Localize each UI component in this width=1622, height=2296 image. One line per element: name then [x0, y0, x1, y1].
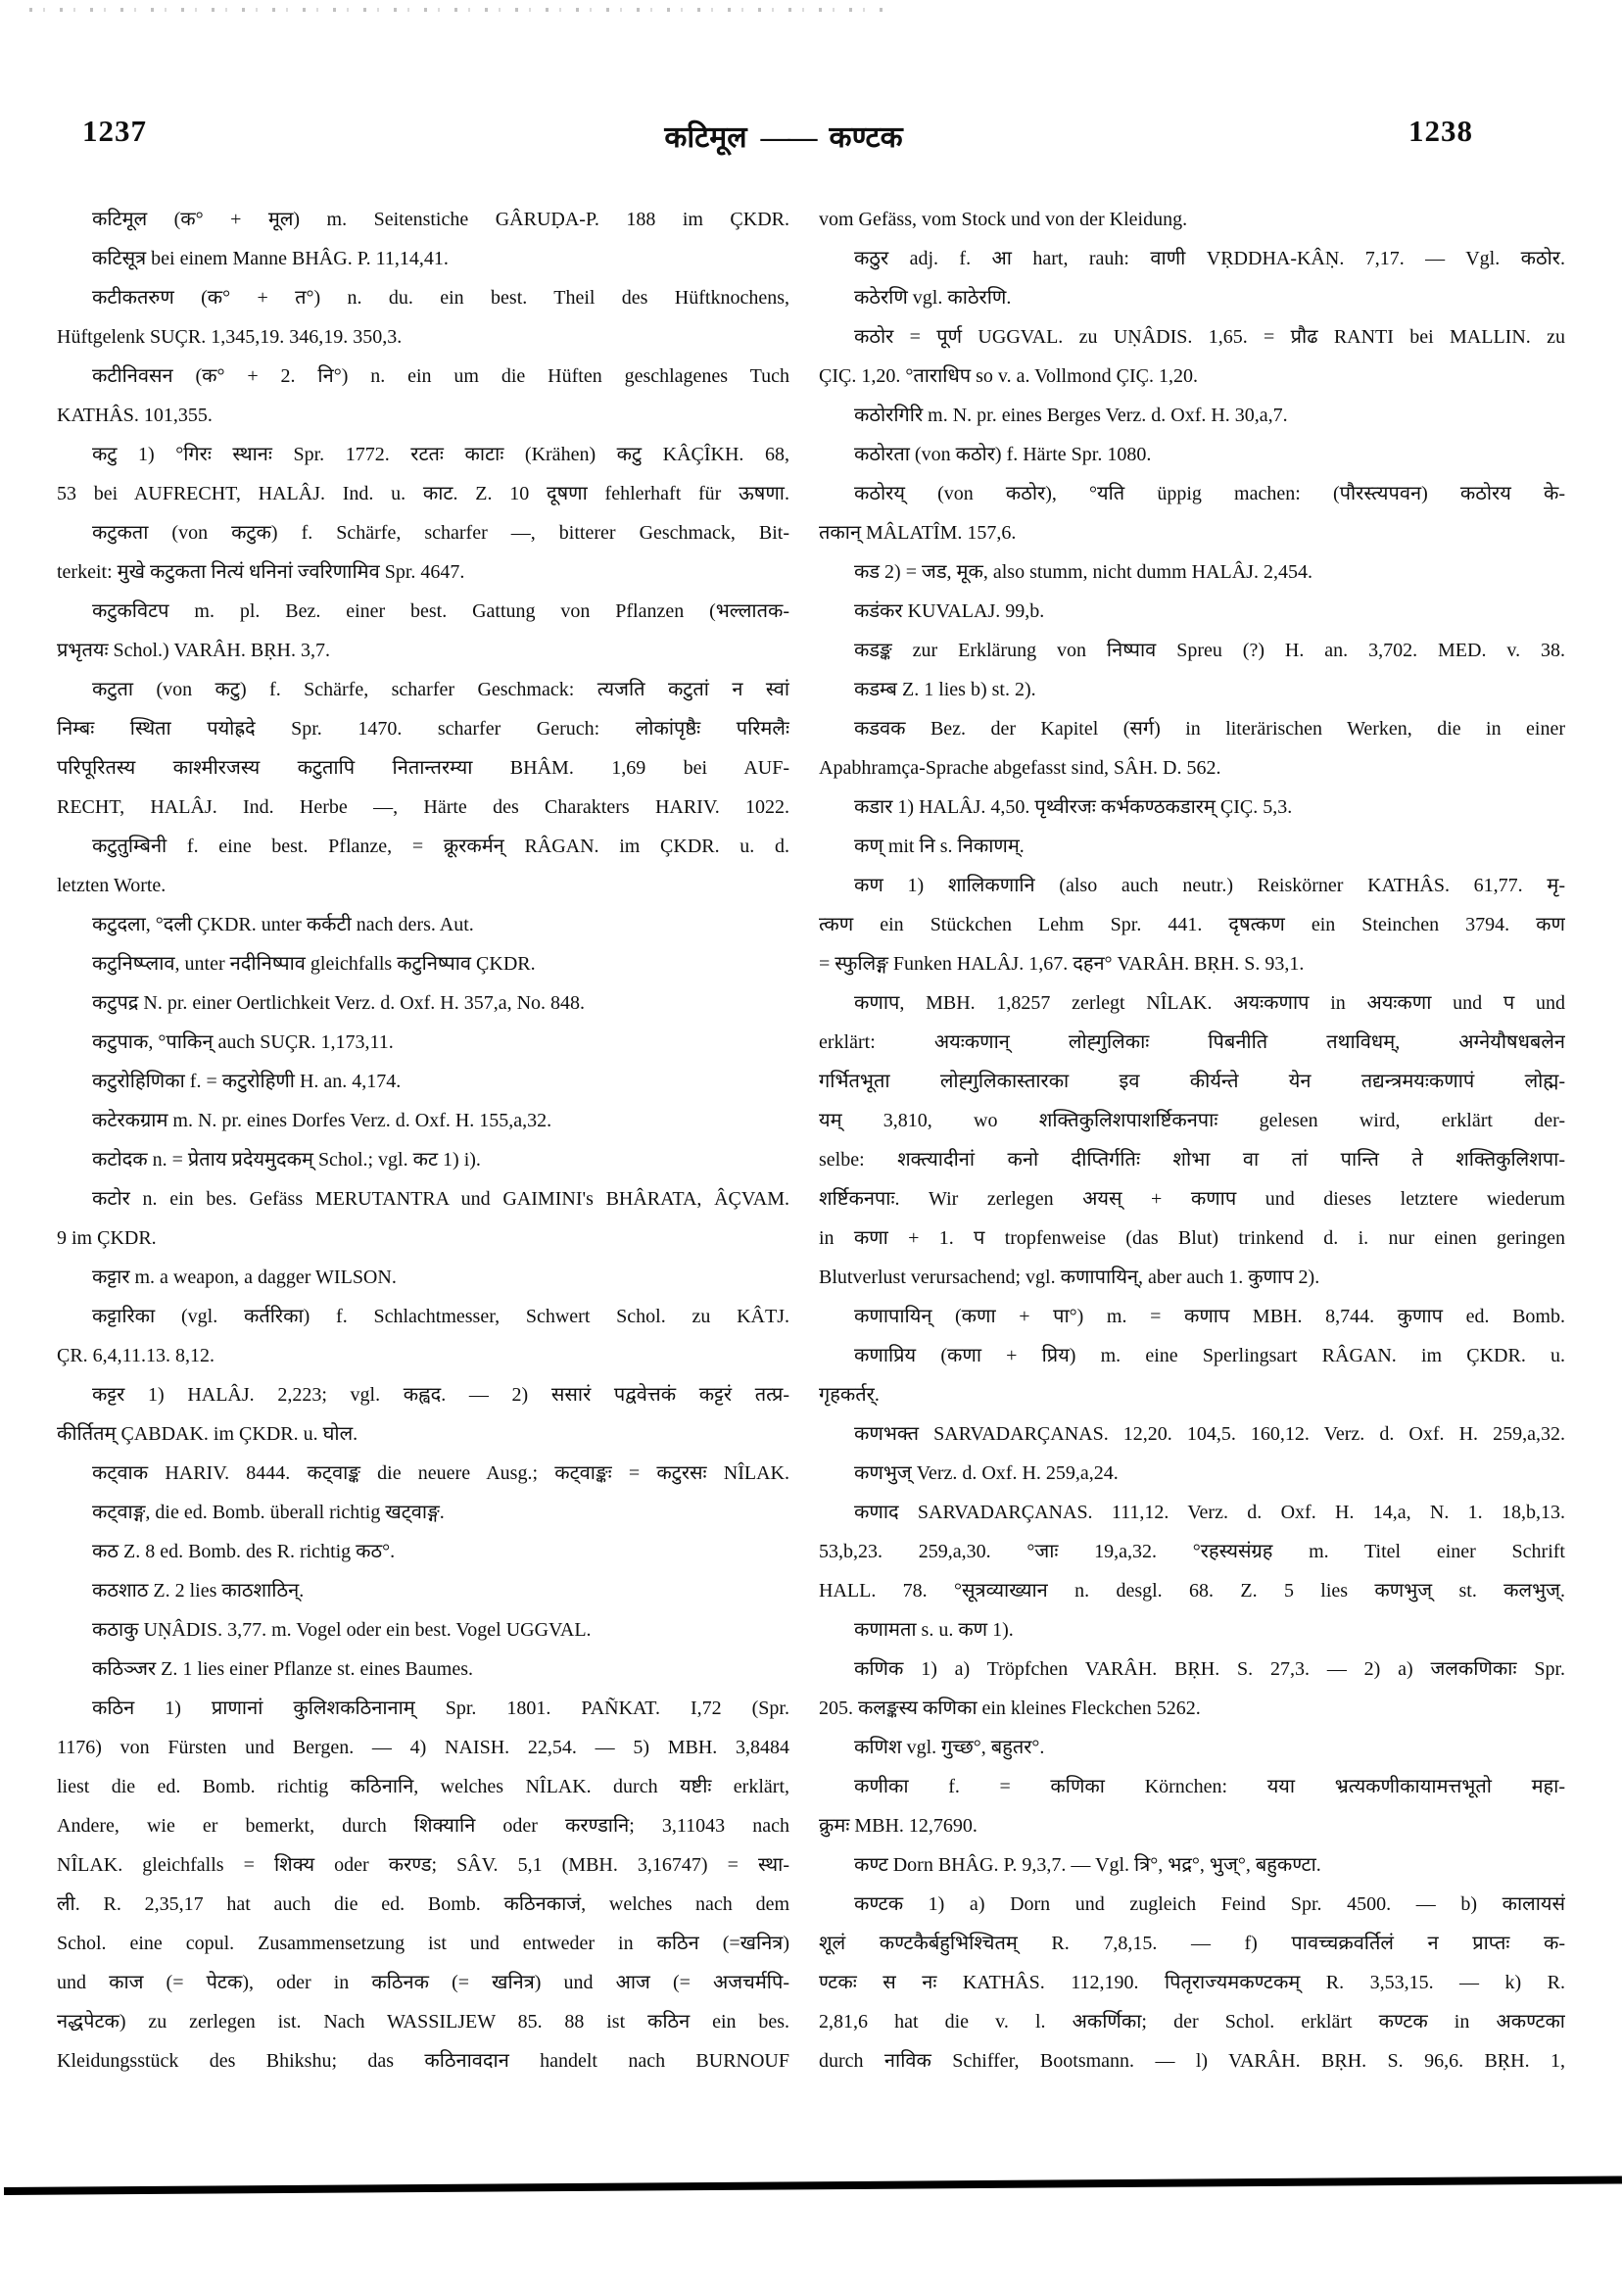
text-line: = स्फुलिङ्ग Funken HALÂJ. 1,67. दहन° VARÂH. BṚH. S. 93,1.	[819, 953, 1305, 975]
text-line: कठोरता (von कठोर) f. Härte Spr. 1080.	[854, 444, 1152, 465]
text-line: liest die ed. Bomb. richtig कठिनानि, welches NÎLAK. durch यष्टीः erklärt,	[57, 1776, 789, 1797]
text-line: कठोरय् (von कठोर), °यति üppig machen: (पौरस्त्यपवन) कठोरय के-	[854, 483, 1565, 504]
text-line: कण्ट Dorn BHÂG. P. 9,3,7. — Vgl. त्रि°, भद्र°, भुज्°, बहुकण्टा.	[854, 1854, 1321, 1876]
text-line: कडार 1) HALÂJ. 4,50. पृथ्वीरजः कर्भकण्ठकडारम् ÇIÇ. 5,3.	[854, 796, 1293, 818]
text-line: कट्टारिका (vgl. कर्तरिका) f. Schlachtmesser, Schwert Schol. zu KÂTJ.	[92, 1306, 789, 1327]
scan-artifact-bottom-rule	[4, 2176, 1622, 2195]
text-line: कठेरणि vgl. काठेरणि.	[854, 287, 1012, 309]
text-line: Kleidungsstück des Bhikshu; das कठिनावदान handelt nach BURNOUF	[57, 2050, 789, 2072]
text-line: कटुता (von कटु) f. Schärfe, scharfer Geschmack: त्यजति कटुतां न स्वां	[92, 679, 789, 700]
text-line: कणामता s. u. कण 1).	[854, 1619, 1014, 1641]
page-number-right: 1238	[1408, 114, 1473, 148]
text-line: कट्टर 1) HALÂJ. 2,223; vgl. कह्वद. — 2) ससारं पद्ववेत्तकं कट्टरं तत्प्र-	[92, 1384, 789, 1406]
text-line: कणभुज् Verz. d. Oxf. H. 259,a,24.	[854, 1462, 1119, 1484]
text-line: कटु 1) °गिरः स्थानः Spr. 1772. रटतः काटाः (Krähen) कटु KÂÇÎKH. 68,	[92, 444, 789, 465]
text-line: कटुकविटप m. pl. Bez. einer best. Gattung von Pflanzen (भल्लातक-	[92, 600, 789, 622]
text-line: 205. कलङ्कस्य कणिका ein kleines Fleckchen 5262.	[819, 1698, 1201, 1719]
text-line: कटिसूत्र bei einem Manne BHÂG. P. 11,14,41.	[92, 248, 449, 269]
text-line: कड 2) = जड, मूक, also stumm, nicht dumm HALÂJ. 2,454.	[854, 561, 1312, 583]
text-line: कटीकतरुण (क° + त°) n. du. ein best. Theil des Hüftknochens,	[92, 287, 789, 309]
text-line: कठोर = पूर्ण UGGVAL. zu UṆÂDIS. 1,65. = प्रौढ RANTI bei MALLIN. zu	[854, 326, 1565, 348]
running-head-last-word: कण्टक	[829, 121, 903, 154]
text-line: कठाकु UṆÂDIS. 3,77. m. Vogel oder ein best. Vogel UGGVAL.	[92, 1619, 592, 1641]
text-line: कट्टार m. a weapon, a dagger WILSON.	[92, 1267, 397, 1288]
right-text-column	[819, 200, 1565, 2081]
text-line: terkeit: मुखे कटुकता नित्यं धनिनां ज्वरिणामिव Spr. 4647.	[57, 561, 465, 583]
text-line: कट्वाक HARIV. 8444. कट्वाङ्क die neuere Ausg.; कट्वाङ्कः = कटुरसः NÎLAK.	[92, 1462, 789, 1484]
text-line: कणभक्त SARVADARÇANAS. 12,20. 104,5. 160,12. Verz. d. Oxf. H. 259,a,32.	[854, 1423, 1565, 1445]
text-line: शर्ष्टिकनपाः. Wir zerlegen अयस् + कणाप und dieses letztere wiederum	[819, 1188, 1565, 1210]
text-line: erklärt: अयःकणान् लोह्गुलिकाः पिबनीति तथाविधम्, अग्नेयौषधबलेन	[819, 1031, 1565, 1053]
text-line: कणाप्रिय (कणा + प्रिय) m. eine Sperlingsart RÂGAN. im ÇKDR. u.	[854, 1345, 1565, 1366]
text-line: KATHÂS. 101,355.	[57, 405, 213, 426]
text-line: durch नाविक Schiffer, Bootsmann. — l) VARÂH. BṚH. S. 96,6. BṚH. 1,	[819, 2050, 1565, 2072]
text-line: Hüftgelenk SUÇR. 1,345,19. 346,19. 350,3.	[57, 326, 403, 348]
text-line: कटुपाक, °पाकिन् auch SUÇR. 1,173,11.	[92, 1031, 394, 1053]
text-line: RECHT, HALÂJ. Ind. Herbe —, Härte des Charakters HARIV. 1022.	[57, 796, 789, 818]
text-line: Schol. eine copul. Zusammensetzung ist und entweder in कठिन (=खनित्र)	[57, 1933, 789, 1954]
text-line: ÇR. 6,4,11.13. 8,12.	[57, 1345, 215, 1366]
left-text-column	[57, 200, 789, 2081]
text-line: 53,b,23. 259,a,30. °जाः 19,a,32. °रहस्यसंग्रह m. Titel einer Schrift	[819, 1541, 1565, 1562]
text-line: कटुनिष्प्लाव, unter नदीनिष्पाव gleichfalls कटुनिष्पाव ÇKDR.	[92, 953, 536, 975]
text-line: कणाद SARVADARÇANAS. 111,12. Verz. d. Oxf. H. 14,a, N. 1. 18,b,13.	[854, 1502, 1565, 1523]
text-line: कण् mit नि s. निकाणम्.	[854, 836, 1025, 857]
text-line: शूलं कण्टकैर्बहुभिश्चितम् R. 7,8,15. — f) पावच्चक्रवर्तिलं न प्राप्तः क-	[819, 1933, 1565, 1954]
text-line: Blutverlust verursachend; vgl. कणापायिन्, aber auch 1. कुणाप 2).	[819, 1267, 1320, 1288]
text-line: परिपूरितस्य काश्मीरजस्य कटुतापि नितान्तरम्या BHÂM. 1,69 bei AUF-	[57, 757, 789, 779]
text-line: कण्टक 1) a) Dorn und zugleich Feind Spr. 4500. — b) कालायसं	[854, 1893, 1565, 1915]
text-line: ÇIÇ. 1,20. °ताराधिप so v. a. Vollmond ÇIÇ. 1,20.	[819, 365, 1198, 387]
text-line: प्रभृतयः Schol.) VARÂH. BṚH. 3,7.	[57, 640, 330, 661]
text-line: कटोदक n. = प्रेताय प्रदेयमुदकम् Schol.; vgl. कट 1) i).	[92, 1149, 481, 1171]
text-line: क्रुमः MBH. 12,7690.	[819, 1815, 978, 1837]
text-line: कणिश vgl. गुच्छ°, बहुतर°.	[854, 1737, 1045, 1758]
text-line: गर्भितभूता लोह्गुलिकास्तारका इव कीर्यन्ते येन तद्यन्त्रमयःकणापं लोह्म-	[819, 1071, 1565, 1092]
text-line: कठुर adj. f. आ hart, rauh: वाणी VṚDDHA-KÂṆ. 7,17. — Vgl. कठोर.	[854, 248, 1565, 269]
text-line: कटीनिवसन (क° + 2. नि°) n. ein um die Hüften geschlagenes Tuch	[92, 365, 789, 387]
text-line: कीर्तितम् ÇABDAK. im ÇKDR. u. घोल.	[57, 1423, 358, 1445]
text-line: 1176) von Fürsten und Bergen. — 4) NAISH. 22,54. — 5) MBH. 3,8484	[57, 1737, 789, 1758]
text-line: गृहकर्तर्.	[819, 1384, 880, 1406]
text-line: निम्बः स्थिता पयोह्रदे Spr. 1470. scharfer Geruch: लोकांपृष्ठैः परिमलैः	[57, 718, 789, 740]
text-line: vom Gefäss, vom Stock und von der Kleidung.	[819, 209, 1188, 230]
text-line: कटेरकग्राम m. N. pr. eines Dorfes Verz. d. Oxf. H. 155,a,32.	[92, 1110, 552, 1131]
text-line: कठिन 1) प्राणानां कुलिशकठिनानाम् Spr. 1801. PAÑKAT. I,72 (Spr.	[92, 1698, 789, 1719]
text-line: in कणा + 1. प tropfenweise (das Blut) trinkend d. i. nur einen geringen	[819, 1227, 1565, 1249]
text-line: Andere, wie er bemerkt, durch शिक्यानि oder करण्डानि; 3,11043 nach	[57, 1815, 789, 1837]
text-line: कडङ्क zur Erklärung von निष्पाव Spreu (?) H. an. 3,702. MED. v. 38.	[854, 640, 1565, 661]
text-line: यम् 3,810, wo शक्तिकुलिशपाशर्ष्टिकनपाः gelesen wird, erklärt der-	[819, 1110, 1565, 1131]
text-line: त्कण ein Stückchen Lehm Spr. 441. दृषत्कण ein Steinchen 3794. कण	[819, 914, 1565, 935]
text-line: कटिमूल (क° + मूल) m. Seitenstiche GÂRUḌA-P. 188 im ÇKDR.	[92, 209, 789, 230]
text-line: Apabhramça-Sprache abgefasst sind, SÂH. D. 562.	[819, 757, 1221, 779]
text-line: कठशाठ Z. 2 lies काठशाठिन्.	[92, 1580, 305, 1602]
text-line: कडवक Bez. der Kapitel (सर्ग) in literärischen Werken, die in einer	[854, 718, 1565, 740]
text-line: कण 1) शालिकणानि (also auch neutr.) Reiskörner KATHÂS. 61,77. मृ-	[854, 875, 1565, 896]
page-number-left: 1237	[82, 114, 147, 148]
text-line: 53 bei AUFRECHT, HALÂJ. Ind. u. काट. Z. 10 दूषणा fehlerhaft für ऊषणा.	[57, 483, 789, 504]
running-head-separator: ——	[760, 121, 816, 154]
text-line: कठोरगिरि m. N. pr. eines Berges Verz. d. Oxf. H. 30,a,7.	[854, 405, 1288, 426]
text-line: कणापायिन् (कणा + पा°) m. = कणाप MBH. 8,744. कुणाप ed. Bomb.	[854, 1306, 1565, 1327]
text-line: कणाप, MBH. 1,8257 zerlegt NÎLAK. अयःकणाप in अयःकणा und प und	[854, 992, 1565, 1014]
text-line: कठिञ्जर Z. 1 lies einer Pflanze st. eines Baumes.	[92, 1658, 473, 1680]
text-line: कडम्ब Z. 1 lies b) st. 2).	[854, 679, 1036, 700]
text-line: ण्टकः स नः KATHÂS. 112,190. पितृराज्यमकण्टकम् R. 3,53,15. — k) R.	[819, 1972, 1565, 1993]
text-line: 2,81,6 hat die v. l. अकर्णिका; der Schol. erklärt कण्टक in अकण्टका	[819, 2011, 1565, 2033]
text-line: तकान् MÂLATÎM. 157,6.	[819, 522, 1017, 544]
text-line: नद्धपेटक) zu zerlegen ist. Nach WASSILJEW 85. 88 ist कठिन ein bes.	[57, 2011, 789, 2033]
text-line: ली. R. 2,35,17 hat auch die ed. Bomb. कठिनकाजं, welches nach dem	[57, 1893, 789, 1915]
text-line: कटोर n. ein bes. Gefäss MERUTANTRA und GAIMINI's BHÂRATA, ÂÇVAM.	[92, 1188, 789, 1210]
text-line: कणीका f. = कणिका Körnchen: यया भ्रत्यकणीकायामत्तभूतो महा-	[854, 1776, 1565, 1797]
text-line: कटुतुम्बिनी f. eine best. Pflanze, = क्रूरकर्मन् RÂGAN. im ÇKDR. u. d.	[92, 836, 789, 857]
text-line: 9 im ÇKDR.	[57, 1227, 157, 1249]
text-line: NÎLAK. gleichfalls = शिक्य oder करण्ड; SÂV. 5,1 (MBH. 3,16747) = स्था-	[57, 1854, 789, 1876]
running-head-first-word: कटिमूल	[664, 121, 747, 154]
text-line: कटुदला, °दली ÇKDR. unter कर्कटी nach ders. Aut.	[92, 914, 474, 935]
text-line: und काज (= पेटक), oder in कठिनक (= खनित्र) und आज (= अजचर्मपि-	[57, 1972, 789, 1993]
text-line: HALL. 78. °सूत्रव्याख्यान n. desgl. 68. Z. 5 lies कणभुज् st. कलभुज्.	[819, 1580, 1565, 1602]
scan-artifact-top-edge	[29, 8, 891, 12]
text-line: कडंकर KUVALAJ. 99,b.	[854, 600, 1045, 622]
text-line: कटुरोहिणिका f. = कटुरोहिणी H. an. 4,174.	[92, 1071, 402, 1092]
running-head	[549, 116, 1019, 156]
text-line: selbe: शक्त्यादीनां कनो दीप्तिर्गतिः शोभा वा तां पान्ति ते शक्तिकुलिशपा-	[819, 1149, 1565, 1171]
text-line: कट्वाङ्ग, die ed. Bomb. überall richtig खट्वाङ्ग.	[92, 1502, 445, 1523]
text-line: कटुकता (von कटुक) f. Schärfe, scharfer —, bitterer Geschmack, Bit-	[92, 522, 789, 544]
text-line: कटुपद्र N. pr. einer Oertlichkeit Verz. d. Oxf. H. 357,a, No. 848.	[92, 992, 586, 1014]
text-line: letzten Worte.	[57, 875, 167, 896]
text-line: कठ Z. 8 ed. Bomb. des R. richtig कठ°.	[92, 1541, 396, 1562]
text-line: कणिक 1) a) Tröpfchen VARÂH. BṚH. S. 27,3. — 2) a) जलकणिकाः Spr.	[854, 1658, 1565, 1680]
